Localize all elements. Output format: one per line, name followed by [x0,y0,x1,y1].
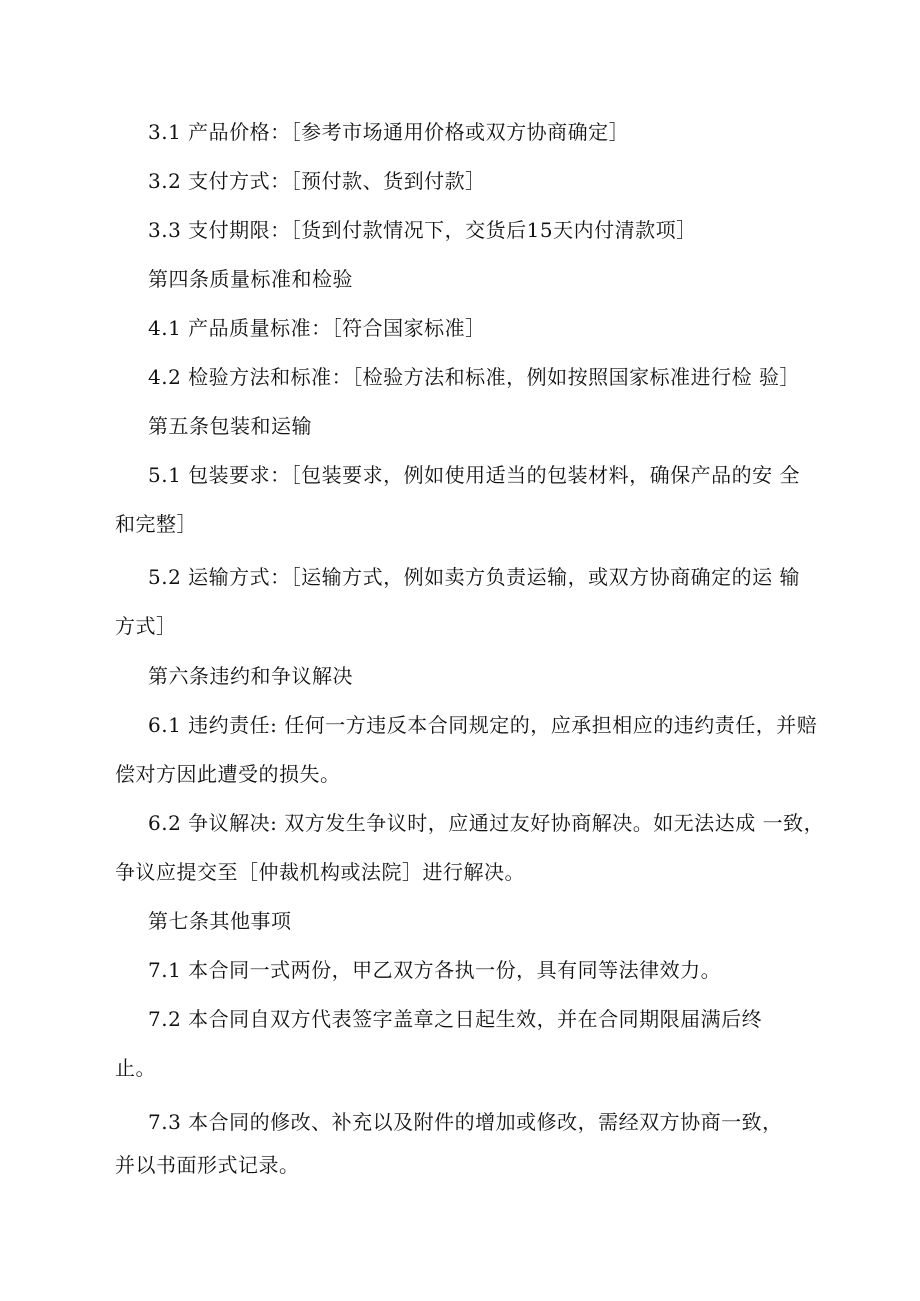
clause-7-3: 7.3 本合同的修改、补充以及附件的增加或修改，需经双方协商一致， [148,1110,783,1134]
clause-5-2: 5.2 运输方式：［运输方式，例如卖方负责运输，或双方协商确定的运 输 [148,565,801,589]
clause-5-2-cont: 方式］ [115,614,177,638]
clause-3-2: 3.2 支付方式：［预付款、货到付款］ [148,169,486,193]
clause-6-2-cont: 争议应提交至［仲裁机构或法院］进行解决。 [115,860,525,884]
clause-7-3-cont: 并以书面形式记录。 [115,1153,300,1177]
clause-6-2: 6.2 争议解决: 双方发生争议时，应通过友好协商解决。如无法达成 一致， [148,811,825,835]
clause-3-1: 3.1 产品价格：［参考市场通用价格或双方协商确定］ [148,120,630,144]
clause-7-1: 7.1 本合同一式两份，甲乙双方各执一份，具有同等法律效力。 [148,958,722,982]
section-4-heading: 第四条质量标准和检验 [148,267,353,291]
section-5-heading: 第五条包装和运输 [148,414,312,438]
clause-7-2: 7.2 本合同自双方代表签字盖章之日起生效，并在合同期限届满后终 [148,1007,763,1031]
clause-4-1: 4.1 产品质量标准：［符合国家标准］ [148,316,486,340]
clause-5-1-cont: 和完整］ [115,512,197,536]
clause-5-1: 5.1 包装要求：［包装要求，例如使用适当的包装材料，确保产品的安 全 [148,463,801,487]
clause-3-3: 3.3 支付期限：［货到付款情况下，交货后15天内付清款项］ [148,218,697,242]
clause-6-1: 6.1 违约责任: 任何一方违反本合同规定的，应承担相应的违约责任，并赔 [148,713,818,737]
section-7-heading: 第七条其他事项 [148,909,292,933]
clause-7-2-cont: 止。 [115,1056,156,1080]
section-6-heading: 第六条违约和争议解决 [148,664,353,688]
clause-4-2: 4.2 检验方法和标准：［检验方法和标准，例如按照国家标准进行检 验］ [148,365,801,389]
clause-6-1-cont: 偿对方因此遭受的损失。 [115,762,341,786]
